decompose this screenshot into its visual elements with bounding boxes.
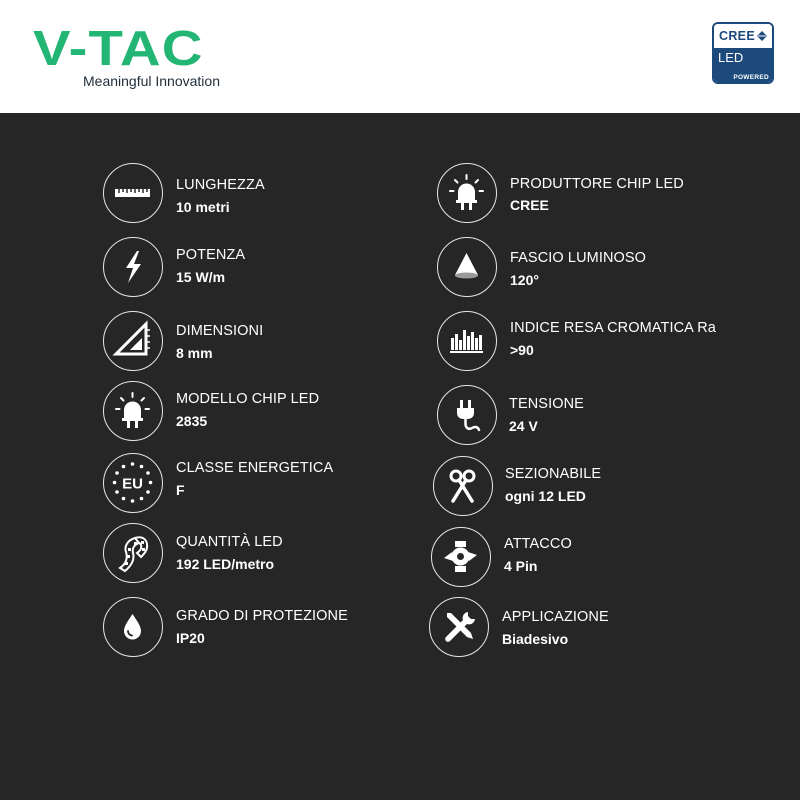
spec-value: IP20 <box>176 630 205 646</box>
spec-label: SEZIONABILE <box>505 466 602 482</box>
spec-value: 8 mm <box>176 345 213 361</box>
cree-powered-text: POWERED <box>733 74 769 81</box>
logo-text: V-TAC <box>33 22 204 76</box>
spec-value: F <box>176 482 185 498</box>
spec-label: FASCIO LUMINOSO <box>510 250 647 266</box>
ruler-icon <box>103 163 163 223</box>
cree-diamond-icon <box>757 31 767 41</box>
spec-label: POTENZA <box>176 247 246 263</box>
spec-label: GRADO DI PROTEZIONE <box>176 608 348 624</box>
spec-label: TENSIONE <box>509 396 584 412</box>
set-square-icon <box>103 311 163 371</box>
cri-bars-icon <box>437 311 497 371</box>
tagline: Meaningful Innovation <box>83 73 220 89</box>
led-chip-icon <box>103 381 163 441</box>
cree-brand: CREE <box>719 29 755 43</box>
spec-value: 15 W/m <box>176 269 226 285</box>
connector-icon <box>431 527 491 587</box>
vtac-logo <box>33 22 204 76</box>
led-strip-icon <box>103 523 163 583</box>
spec-label: PRODUTTORE CHIP LED <box>510 176 684 192</box>
spec-label: INDICE RESA CROMATICA Ra <box>510 320 716 336</box>
spec-label: APPLICAZIONE <box>502 609 609 625</box>
spec-value: 24 V <box>509 418 538 434</box>
tools-icon <box>429 597 489 657</box>
header <box>0 0 800 113</box>
spec-value: ogni 12 LED <box>505 488 586 504</box>
scissors-icon <box>433 456 493 516</box>
spec-value: 192 LED/metro <box>176 556 275 572</box>
cree-led-text: LED <box>718 50 744 65</box>
lightning-icon <box>103 237 163 297</box>
spec-value: CREE <box>510 197 549 213</box>
spec-label: QUANTITÀ LED <box>176 534 283 550</box>
spec-value: >90 <box>510 342 534 358</box>
spec-label: DIMENSIONI <box>176 323 264 339</box>
cree-led-badge <box>712 22 774 84</box>
spec-value: 4 Pin <box>504 558 538 574</box>
spec-value: 10 metri <box>176 199 230 215</box>
plug-icon <box>437 385 497 445</box>
water-drop-icon <box>103 597 163 657</box>
spec-value: Biadesivo <box>502 631 569 647</box>
spec-value: 2835 <box>176 413 208 429</box>
led-chip-icon <box>437 163 497 223</box>
spec-label: ATTACCO <box>504 536 572 552</box>
svg-text:EU: EU <box>122 475 143 493</box>
spec-label: MODELLO CHIP LED <box>176 391 320 407</box>
spec-value: 120° <box>510 272 539 288</box>
eu-energy-icon <box>103 453 163 513</box>
spec-label: CLASSE ENERGETICA <box>176 460 334 476</box>
beam-angle-icon <box>437 237 497 297</box>
spec-label: LUNGHEZZA <box>176 177 265 193</box>
